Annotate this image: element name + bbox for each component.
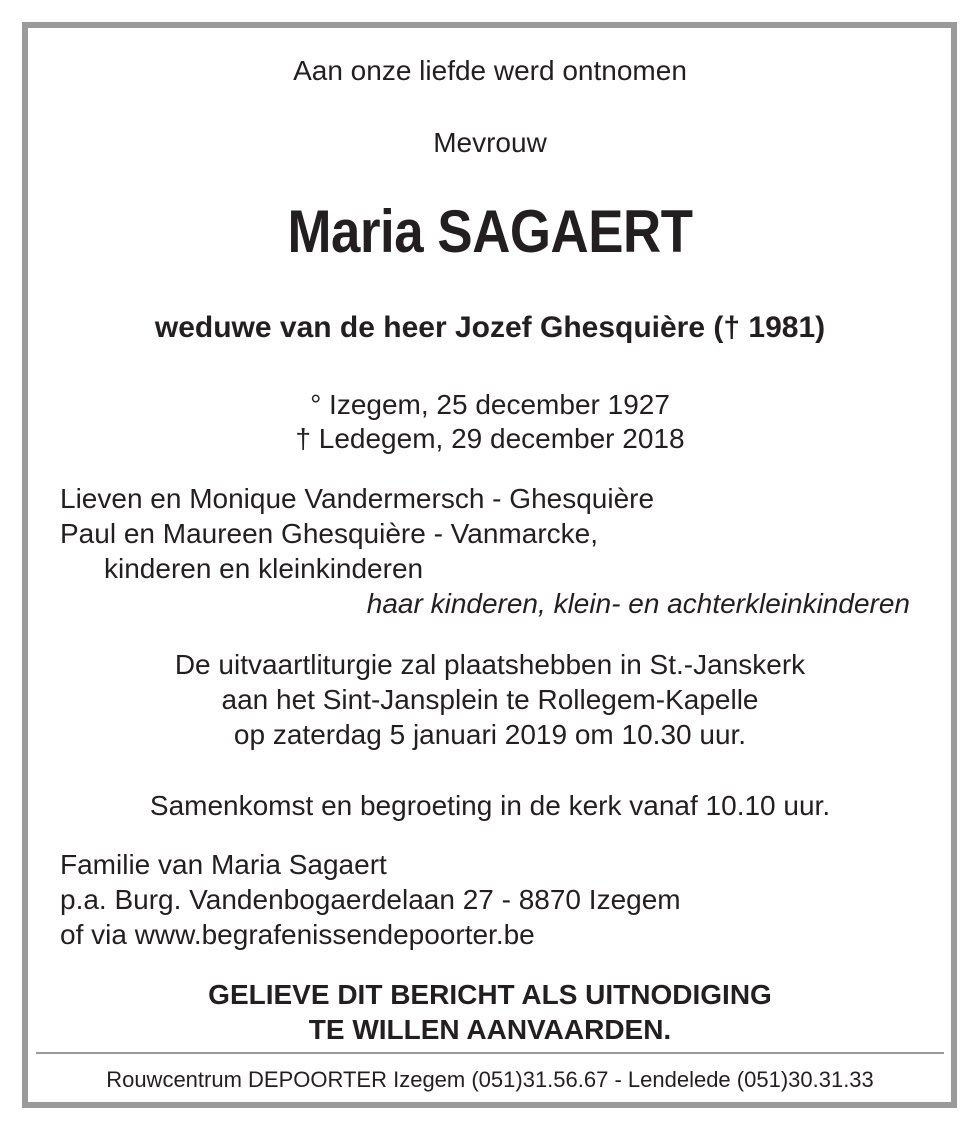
family-line: Paul en Maureen Ghesquière - Vanmarcke, xyxy=(60,518,598,549)
deceased-name: Maria SAGAERT xyxy=(287,198,693,265)
family-line: Lieven en Monique Vandermersch - Ghesquière xyxy=(60,483,655,514)
request-line: GELIEVE DIT BERICHT ALS UITNODIGING xyxy=(208,979,772,1010)
funeral-home-footer: Rouwcentrum DEPOORTER Izegem (051)31.56.67 - Lendelede (051)30.31.33 xyxy=(106,1067,874,1092)
title-prefix: Mevrouw xyxy=(433,127,547,158)
contact-line: p.a. Burg. Vandenbogaerdelaan 27 - 8870 Izegem xyxy=(60,884,681,915)
gathering-line: Samenkomst en begroeting in de kerk vanaf 10.10 uur. xyxy=(149,790,831,821)
ceremony-line: De uitvaartliturgie zal plaatshebben in St.-Janskerk xyxy=(174,649,806,680)
intro-line: Aan onze liefde werd ontnomen xyxy=(293,55,687,86)
request-line: TE WILLEN AANVAARDEN. xyxy=(308,1014,672,1045)
family-line: kinderen en kleinkinderen xyxy=(104,553,424,584)
ceremony-line: op zaterdag 5 januari 2019 om 10.30 uur. xyxy=(233,719,747,750)
spouse-line: weduwe van de heer Jozef Ghesquière († 1981) xyxy=(154,311,826,344)
death-line: † Ledegem, 29 december 2018 xyxy=(295,423,685,454)
birth-line: ° Izegem, 25 december 1927 xyxy=(310,389,670,420)
footer-divider xyxy=(36,1052,944,1054)
contact-line: Familie van Maria Sagaert xyxy=(60,849,387,880)
contact-line: of via www.begrafenissendepoorter.be xyxy=(60,919,535,950)
family-signature: haar kinderen, klein- en achterkleinkinderen xyxy=(366,588,910,619)
ceremony-line: aan het Sint-Jansplein te Rollegem-Kapelle xyxy=(221,684,759,715)
